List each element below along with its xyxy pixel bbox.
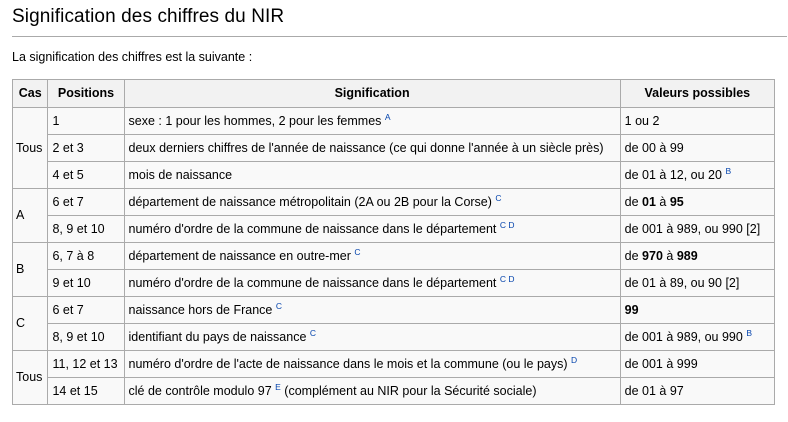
footnote-link[interactable]: B: [746, 327, 752, 338]
positions-cell: 6, 7 à 8: [48, 243, 124, 270]
positions-cell: 6 et 7: [48, 189, 124, 216]
signification-cell: numéro d'ordre de la commune de naissance dans le département $^{C D}$: [124, 216, 620, 243]
group-label: C: [13, 297, 48, 351]
signification-cell: numéro d'ordre de l'acte de naissance dans le mois et la commune (ou le pays) $^D$: [124, 351, 620, 378]
group-label: Tous: [13, 108, 48, 189]
nir-table: [12, 79, 775, 405]
positions-cell: 11, 12 et 13: [48, 351, 124, 378]
footnote-link[interactable]: C D: [499, 219, 515, 230]
table-row: [13, 270, 775, 297]
table-row: [13, 189, 775, 216]
positions-cell: 1: [48, 108, 124, 135]
table-row: [13, 108, 775, 135]
signification-cell: département de naissance en outre-mer $^C$: [124, 243, 620, 270]
signification-cell: identifiant du pays de naissance $^C$: [124, 324, 620, 351]
footnote-link[interactable]: C: [354, 246, 361, 257]
valeurs-cell: de 001 à 989, ou 990 $^B$: [620, 324, 774, 351]
table-row: [13, 162, 775, 189]
valeurs-cell: de 001 à 989, ou 990 [2]: [620, 216, 774, 243]
table-row: [13, 351, 775, 378]
header-cas: Cas: [13, 80, 48, 108]
signification-cell: sexe : 1 pour les hommes, 2 pour les femmes $^A$: [124, 108, 620, 135]
valeurs-cell: de 970 à 989: [620, 243, 774, 270]
signification-cell: clé de contrôle modulo 97 $^E$ (complément au NIR pour la Sécurité sociale): [124, 378, 620, 405]
valeurs-cell: de 00 à 99: [620, 135, 774, 162]
footnote-link[interactable]: C: [309, 327, 317, 338]
table-row: [13, 297, 775, 324]
intro-text: La signification des chiffres est la suivante :: [12, 50, 253, 64]
title-divider: [12, 36, 787, 37]
valeurs-cell: de 001 à 999: [620, 351, 774, 378]
table-row: [13, 324, 775, 351]
footnote-link[interactable]: C: [495, 192, 502, 203]
positions-cell: 6 et 7: [48, 297, 124, 324]
positions-cell: 8, 9 et 10: [48, 216, 124, 243]
valeurs-cell: de 01 à 89, ou 90 [2]: [620, 270, 774, 297]
valeurs-cell: 99: [620, 297, 774, 324]
signification-cell: deux derniers chiffres de l'année de naissance (ce qui donne l'année à un siècle près): [124, 135, 620, 162]
valeurs-cell: de 01 à 97: [620, 378, 774, 405]
footnote-link[interactable]: E: [275, 381, 281, 392]
footnote-link[interactable]: A: [384, 111, 391, 122]
footnote-link[interactable]: C: [275, 300, 282, 311]
header-signification: Signification: [124, 80, 620, 108]
signification-cell: naissance hors de France $^C$: [124, 297, 620, 324]
table-row: [13, 216, 775, 243]
table-header-row: [13, 80, 775, 108]
signification-cell: mois de naissance: [124, 162, 620, 189]
table-row: [13, 243, 775, 270]
table-row: [13, 135, 775, 162]
positions-cell: 9 et 10: [48, 270, 124, 297]
group-label: Tous: [13, 351, 48, 405]
signification-cell: département de naissance métropolitain (2A ou 2B pour la Corse) $^C$: [124, 189, 620, 216]
positions-cell: 2 et 3: [48, 135, 124, 162]
valeurs-cell: de 01 à 12, ou 20 $^B$: [620, 162, 774, 189]
signification-cell: numéro d'ordre de la commune de naissance dans le département $^{C D}$: [124, 270, 620, 297]
header-valeurs: Valeurs possibles: [620, 80, 774, 108]
positions-cell: 4 et 5: [48, 162, 124, 189]
group-label: A: [13, 189, 48, 243]
positions-cell: 8, 9 et 10: [48, 324, 124, 351]
group-label: B: [13, 243, 48, 297]
positions-cell: 14 et 15: [48, 378, 124, 405]
valeurs-cell: de 01 à 95: [620, 189, 774, 216]
footnote-link[interactable]: D: [571, 354, 578, 365]
footnote-link[interactable]: C D: [499, 273, 515, 284]
footnote-link[interactable]: B: [725, 165, 732, 176]
valeurs-cell: 1 ou 2: [620, 108, 774, 135]
page-title: Signification des chiffres du NIR: [12, 6, 285, 27]
header-positions: Positions: [48, 80, 124, 108]
table-row: [13, 378, 775, 405]
